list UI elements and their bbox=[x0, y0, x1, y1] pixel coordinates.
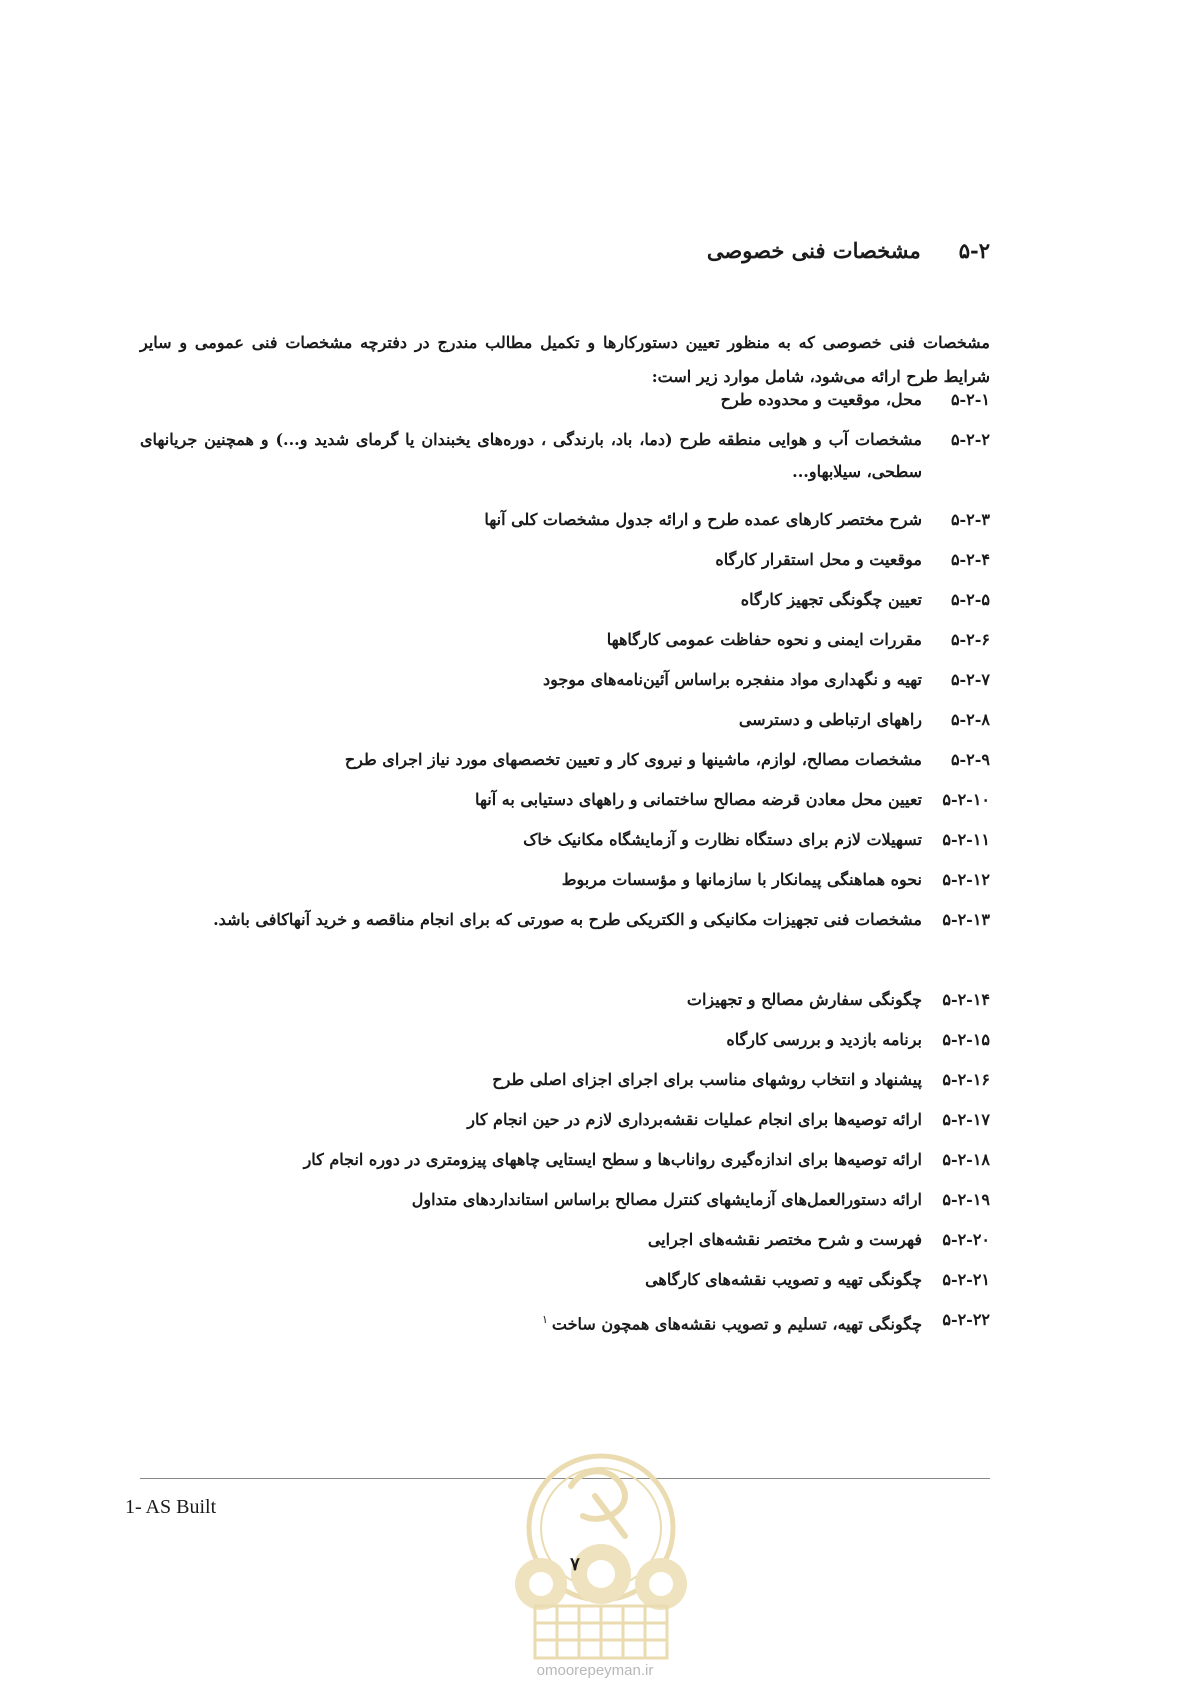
footnote: 1- AS Built bbox=[125, 1496, 217, 1518]
footnote-marker[interactable]: ۱ bbox=[541, 1313, 548, 1326]
watermark-seal bbox=[483, 1436, 719, 1666]
item-text: فهرست و شرح مختصر نقشه‌های اجرایی bbox=[647, 1230, 922, 1249]
list-item bbox=[726, 1024, 990, 1056]
list-item bbox=[467, 1104, 990, 1136]
item-text: تعیین محل معادن قرضه مصالح ساختمانی و راههای دستیابی به آنها bbox=[475, 790, 922, 809]
item-number: ۵-۲-۵ bbox=[950, 590, 990, 609]
item-text: مقررات ایمنی و نحوه حفاظت عمومی کارگاهها bbox=[606, 630, 922, 649]
item-number: ۵-۲-۱۹ bbox=[942, 1190, 990, 1209]
item-number: ۵-۲-۱۶ bbox=[942, 1070, 990, 1089]
list-item bbox=[492, 1064, 990, 1096]
item-text-body: چگونگی تهیه، تسلیم و تصویب نقشه‌های همچون ساخت bbox=[551, 1314, 922, 1334]
list-item bbox=[648, 1224, 990, 1256]
page-number: ۷ bbox=[570, 1554, 580, 1575]
item-text bbox=[542, 1304, 990, 1340]
item-number: ۵-۲-۱۳ bbox=[942, 910, 990, 929]
item-number: ۵-۲-۹ bbox=[950, 750, 990, 769]
list-item bbox=[562, 864, 990, 896]
item-number: ۵-۲-۱۲ bbox=[942, 870, 990, 889]
item-text: شرح مختصر کارهای عمده طرح و ارائه جدول مشخصات کلی آنها bbox=[484, 510, 922, 529]
item-text: ارائه توصیه‌ها برای اندازه‌گیری رواناب‌ها و سطح ایستایی چاههای پیزومتری در دوره انجام کار bbox=[303, 1150, 922, 1169]
item-number: ۵-۲-۱۵ bbox=[942, 1030, 990, 1049]
item-text: موقعیت و محل استقرار کارگاه bbox=[715, 550, 922, 569]
item-text: مشخصات آب و هوایی منطقه طرح (دما، باد، بارندگی ، دوره‌های یخبندان یا گرمای شدید و...) و همچنین جریانهای سطحی، سیلابهاو... bbox=[140, 430, 922, 481]
list-item bbox=[715, 544, 990, 576]
list-item bbox=[607, 624, 990, 656]
item-text: محل، موقعیت و محدوده طرح bbox=[720, 390, 922, 409]
item-number: ۵-۲-۱۰ bbox=[942, 790, 990, 809]
item-number: ۵-۲-۲۰ bbox=[942, 1230, 990, 1249]
item-number: ۵-۲-۲۲ bbox=[942, 1310, 990, 1329]
section-heading bbox=[707, 238, 990, 263]
item-number: ۵-۲-۱۸ bbox=[942, 1150, 990, 1169]
list-item bbox=[140, 904, 990, 936]
list-item bbox=[645, 1264, 990, 1296]
item-text: ارائه دستورالعمل‌های آزمایشهای کنترل مصالح براساس استانداردهای متداول bbox=[411, 1190, 922, 1209]
list-item bbox=[523, 824, 990, 856]
item-number: ۵-۲-۲۱ bbox=[942, 1270, 990, 1289]
intro-paragraph: مشخصات فنی خصوصی که به منظور تعیین دستورکارها و تکمیل مطالب مندرج در دفترچه مشخصات فنی عمومی و سایر شرایط طرح ارائه می‌شود، شامل موارد زیر است: bbox=[140, 333, 991, 386]
list-item bbox=[721, 384, 990, 416]
item-text: برنامه بازدید و بررسی کارگاه bbox=[726, 1030, 922, 1049]
item-number: ۵-۲-۲ bbox=[950, 430, 990, 449]
item-number: ۵-۲-۸ bbox=[950, 710, 990, 729]
watermark-calligraphy bbox=[571, 1471, 625, 1536]
item-number: ۵-۲-۴ bbox=[950, 550, 990, 569]
list-item bbox=[543, 664, 990, 696]
list-item bbox=[412, 1184, 990, 1216]
section-number: ۵-۲ bbox=[958, 238, 990, 263]
list-item bbox=[542, 1304, 990, 1340]
item-number: ۵-۲-۱۴ bbox=[942, 990, 990, 1009]
list-item bbox=[140, 1144, 990, 1176]
list-item bbox=[484, 504, 990, 536]
watermark-site-text: omoorepeyman.ir bbox=[536, 1662, 654, 1679]
item-text: چگونگی تهیه و تصویب نقشه‌های کارگاهی bbox=[645, 1270, 922, 1289]
list-item bbox=[475, 784, 990, 816]
list-item bbox=[687, 984, 990, 1016]
item-number: ۵-۲-۱۱ bbox=[942, 830, 990, 849]
section-title: مشخصات فنی خصوصی bbox=[706, 238, 921, 263]
item-number: ۵-۲-۱۷ bbox=[942, 1110, 990, 1129]
item-text: تهیه و نگهداری مواد منفجره براساس آئین‌نامه‌های موجود bbox=[542, 670, 922, 689]
list-item bbox=[741, 584, 990, 616]
item-text: چگونگی سفارش مصالح و تجهیزات bbox=[686, 990, 922, 1009]
item-text: تعیین چگونگی تجهیز کارگاه bbox=[740, 590, 922, 609]
item-number: ۵-۲-۱ bbox=[950, 390, 990, 409]
item-text: نحوه هماهنگی پیمانکار با سازمانها و مؤسسات مربوط bbox=[561, 870, 922, 889]
item-number: ۵-۲-۷ bbox=[950, 670, 990, 689]
item-text: پیشنهاد و انتخاب روشهای مناسب برای اجرای اجزای اصلی طرح bbox=[492, 1070, 922, 1089]
item-text: تسهیلات لازم برای دستگاه نظارت و آزمایشگاه مکانیک خاک bbox=[523, 830, 922, 849]
list-item bbox=[140, 744, 990, 776]
item-number: ۵-۲-۶ bbox=[950, 630, 990, 649]
item-text: مشخصات فنی تجهیزات مکانیکی و الکتریکی طرح به صورتی که برای انجام مناقصه و خرید آنهاکافی باشد. bbox=[213, 910, 922, 929]
item-text: مشخصات مصالح، لوازم، ماشینها و نیروی کار و تعیین تخصصهای مورد نیاز اجرای طرح bbox=[344, 750, 922, 769]
item-text: راههای ارتباطی و دسترسی bbox=[738, 710, 922, 729]
list-item bbox=[739, 704, 990, 736]
list-item bbox=[140, 424, 990, 488]
item-number: ۵-۲-۳ bbox=[950, 510, 990, 529]
item-text: ارائه توصیه‌ها برای انجام عملیات نقشه‌برداری لازم در حین انجام کار bbox=[467, 1110, 922, 1129]
